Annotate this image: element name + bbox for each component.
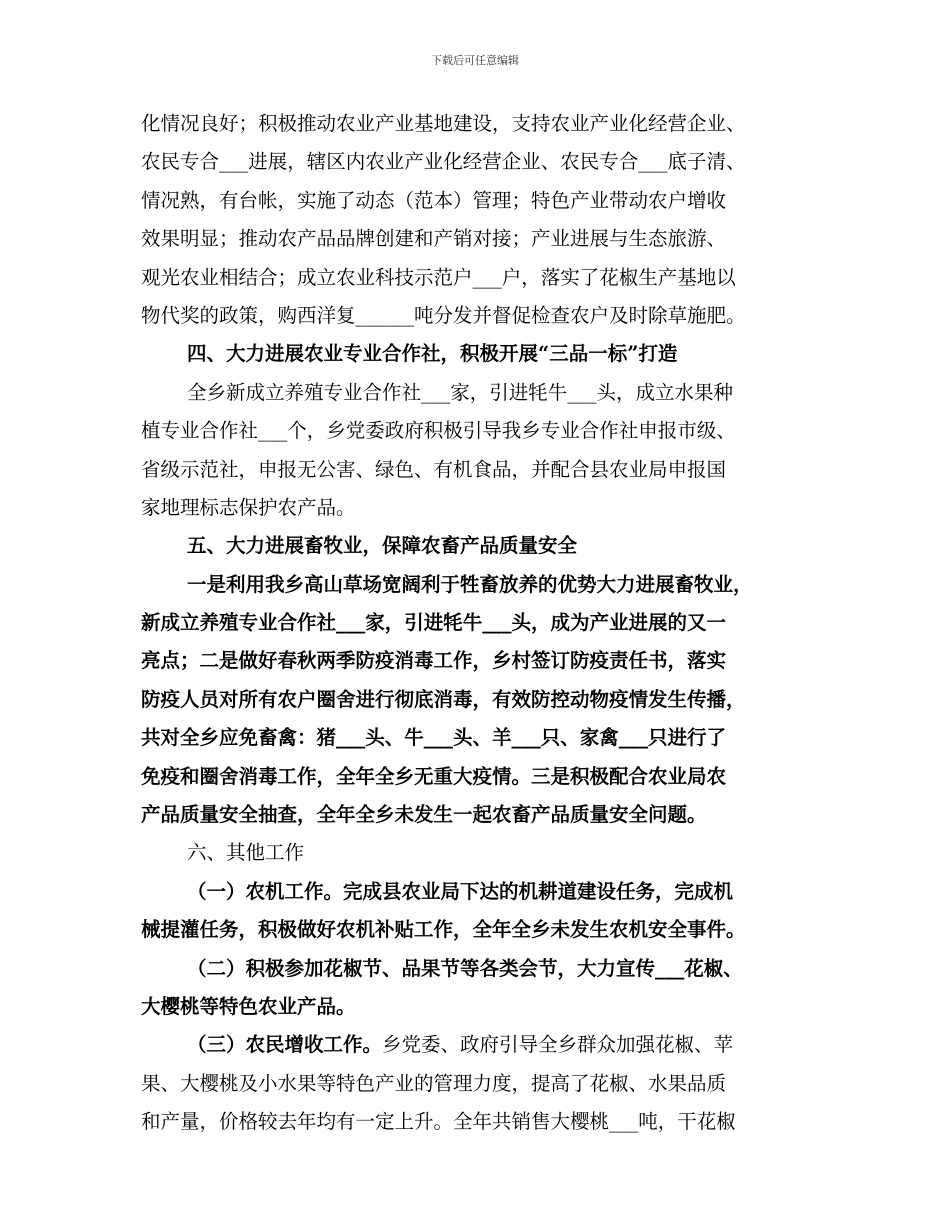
text-line: （一）农机工作。完成县农业局下达的机耕道建设任务，完成机 [187,879,734,903]
text-line: 大樱桃等特色农业产品。 [141,994,356,1018]
text-line: 共对全乡应免畜禽：猪___头、牛___头、羊___只、家禽___只进行了 [141,726,727,750]
text-line: 情况熟，有台帐，实施了动态（范本）管理；特色产业带动农户增收 [141,188,727,212]
text-line: 效果明显；推动农产品品牌创建和产销对接；产业进展与生态旅游、 [141,227,727,251]
text-line: 产品质量安全抽查，全年全乡未发生一起农畜产品质量安全问题。 [141,803,707,827]
text-line: 农民专合___进展，辖区内农业产业化经营企业、农民专合___底子清、 [141,150,746,174]
text-line: （二）积极参加花椒节、品果节等各类会节，大力宣传___花椒、 [187,956,743,980]
text-line: 家地理标志保护农产品。 [141,495,356,519]
document-body [141,105,821,1142]
text-line: 果、大樱桃及小水果等特色产业的管理力度，提高了花椒、水果品质 [141,1071,727,1095]
text-line: 一是利用我乡高山草场宽阔利于牲畜放养的优势大力进展畜牧业， [187,572,753,596]
text-line: 械提灌任务，积极做好农机补贴工作，全年全乡未发生农机安全事件。 [141,918,746,942]
text-line: 化情况良好；积极推动农业产业基地建设，支持农业产业化经营企业、 [141,112,746,135]
text-line: 免疫和圈舍消毒工作，全年全乡无重大疫情。三是积极配合农业局农 [141,764,727,788]
text-line: 四、大力进展农业专业合作社，积极开展“三品一标”打造 [187,342,678,366]
bold-lead: （三）农民增收工作。 [187,1033,383,1057]
text-line: 省级示范社，申报无公害、绿色、有机食品，并配合县农业局申报国 [141,457,727,481]
text-line: 五、大力进展畜牧业，保障农畜产品质量安全 [187,534,578,558]
text-line: 亮点；二是做好春秋两季防疫消毒工作，乡村签订防疫责任书，落实 [141,649,727,673]
text-line: 全乡新成立养殖专业合作社___家，引进牦牛___头，成立水果种 [187,380,734,404]
text-line: 六、其他工作 [187,841,305,865]
text-line: 新成立养殖专业合作社___家，引进牦牛___头，成为产业进展的又一 [141,611,727,635]
text-line: 观光农业相结合；成立农业科技示范户___户，落实了花椒生产基地以 [141,265,736,289]
line-rest: 乡党委、政府引导全乡群众加强花椒、苹 [382,1033,734,1057]
text-line: 防疫人员对所有农户圈舍进行彻底消毒，有效防控动物疫情发生传播， [141,687,746,711]
text-line: 和产量，价格较去年均有一定上升。全年共销售大樱桃___吨，干花椒 [141,1110,736,1134]
text-line [141,1026,821,1064]
text-line: 物代奖的政策，购西洋复______吨分发并督促检查农户及时除草施肥。 [141,303,746,327]
page-header: 下载后可任意编辑 [431,54,519,67]
text-line: 植专业合作社___个，乡党委政府积极引导我乡专业合作社申报市级、 [141,419,736,443]
